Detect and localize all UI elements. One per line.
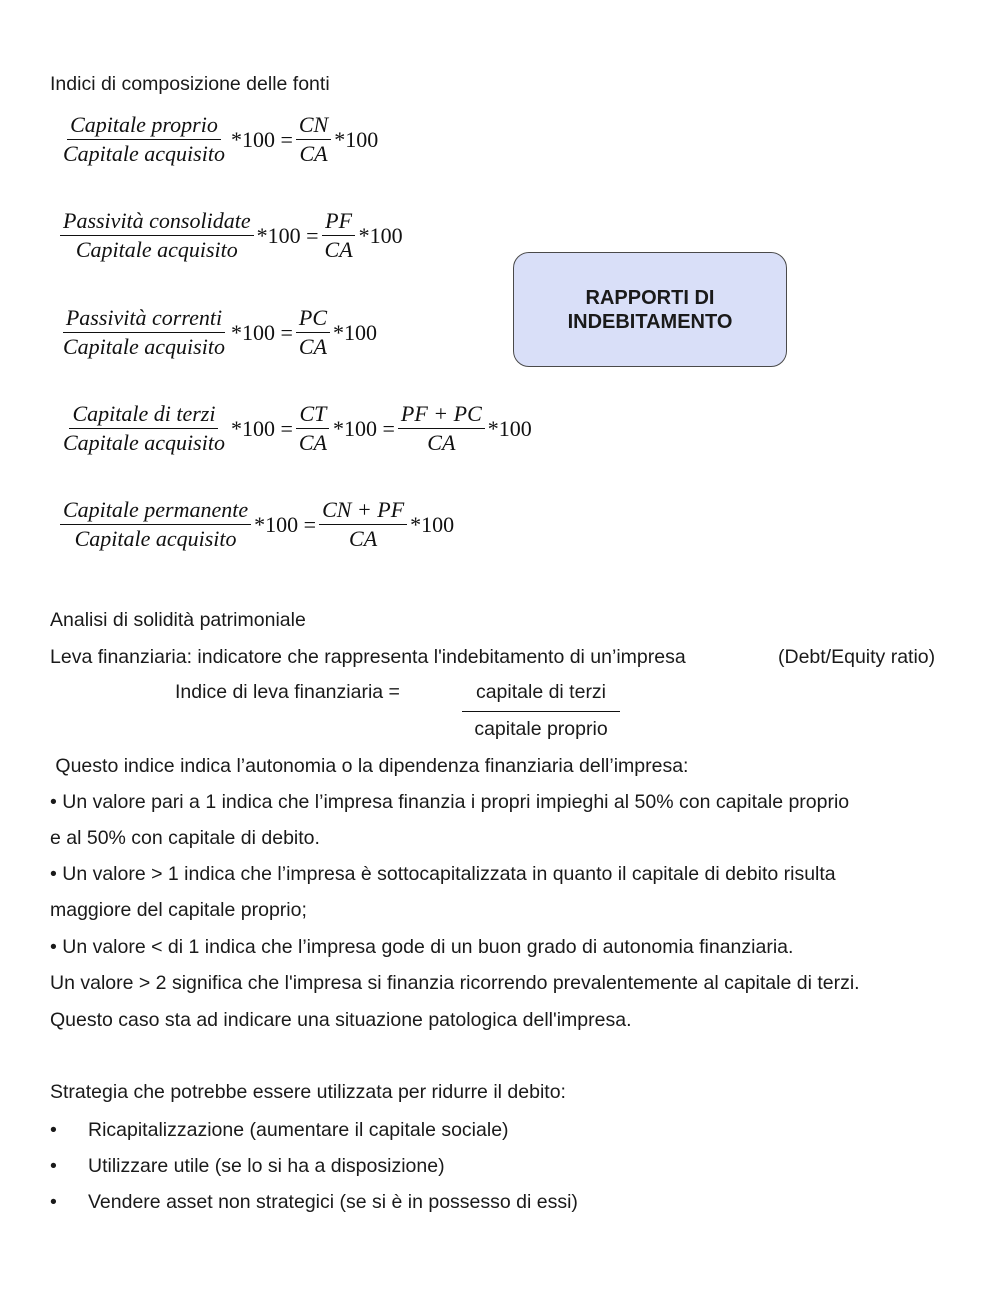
paragraph-line: maggiore del capitale proprio; xyxy=(50,899,307,921)
multiplier-operator: *100 = xyxy=(333,415,395,441)
leva-numerator: capitale di terzi xyxy=(462,680,620,712)
fraction-denominator: Capitale acquisito xyxy=(63,141,225,166)
fraction xyxy=(319,497,407,552)
indice-label: Indice di leva finanziaria = xyxy=(175,681,400,703)
fraction xyxy=(60,112,228,167)
fraction-numerator: Capitale permanente xyxy=(60,497,251,525)
fraction-numerator: Passività correnti xyxy=(63,305,225,333)
paragraph-line: Un valore > 2 significa che l'impresa si finanzia ricorrendo prevalentemente al capitale di terzi. xyxy=(50,972,860,994)
strategy-heading: Strategia che potrebbe essere utilizzata per ridurre il debito: xyxy=(50,1081,566,1103)
fraction-denominator: Capitale acquisito xyxy=(74,526,237,551)
multiplier-operator: *100 xyxy=(334,126,379,152)
fraction-denominator: Capitale acquisito xyxy=(75,237,238,262)
paragraph-line: Questo caso sta ad indicare una situazione patologica dell'impresa. xyxy=(50,1009,632,1031)
fraction xyxy=(398,401,485,456)
formula-passivita-correnti xyxy=(60,305,380,360)
bullet-marker: • xyxy=(50,1119,57,1141)
strategy-item: Utilizzare utile (se lo si ha a disposizione) xyxy=(88,1155,445,1177)
formula-passivita-consolidate xyxy=(60,208,406,263)
fraction xyxy=(296,112,331,167)
paragraph-line: • Un valore > 1 indica che l’impresa è sottocapitalizzata in quanto il capitale di debito risulta xyxy=(50,863,836,885)
paragraph-line: • Un valore < di 1 indica che l’impresa gode di un buon grado di autonomia finanziaria. xyxy=(50,936,794,958)
fraction-denominator: CA xyxy=(324,237,353,262)
multiplier-operator: *100 = xyxy=(230,319,293,345)
fraction xyxy=(296,305,330,360)
fraction-numerator: CN xyxy=(296,112,331,140)
bullet-marker: • xyxy=(50,1191,57,1213)
fraction-denominator: CA xyxy=(299,141,328,166)
leva-denominator: capitale proprio xyxy=(474,718,608,740)
section-heading-fonti: Indici di composizione delle fonti xyxy=(50,73,330,95)
fraction-numerator: PC xyxy=(296,305,330,333)
fraction-denominator: CA xyxy=(298,430,327,455)
leva-definition: Leva finanziaria: indicatore che rappresenta l'indebitamento di un’impresa xyxy=(50,646,686,668)
fraction xyxy=(60,401,228,456)
fraction xyxy=(296,401,330,456)
fraction-denominator: CA xyxy=(349,526,378,551)
fraction-numerator: Passività consolidate xyxy=(60,208,254,236)
multiplier-operator: *100 = xyxy=(254,511,317,537)
fraction-denominator: CA xyxy=(427,430,456,455)
analisi-heading: Analisi di solidità patrimoniale xyxy=(50,609,306,631)
multiplier-operator: *100 = xyxy=(256,222,319,248)
formula-capitale-permanente xyxy=(60,497,457,552)
fraction-numerator: PF xyxy=(322,208,355,236)
fraction-numerator: Capitale proprio xyxy=(67,112,221,140)
fraction xyxy=(322,208,356,263)
multiplier-operator: *100 xyxy=(410,511,455,537)
fraction xyxy=(60,208,254,263)
multiplier-operator: *100 = xyxy=(230,126,293,152)
fraction-numerator: CT xyxy=(296,401,329,429)
fraction-denominator: Capitale acquisito xyxy=(63,430,225,455)
fraction-numerator: PF + PC xyxy=(398,401,485,429)
strategy-item: Vendere asset non strategici (se si è in possesso di essi) xyxy=(88,1191,578,1213)
box-label: RAPPORTI DI INDEBITAMENTO xyxy=(567,286,733,333)
leva-english-label: (Debt/Equity ratio) xyxy=(778,646,936,668)
paragraph-line: • Un valore pari a 1 indica che l’impresa finanzia i propri impieghi al 50% con capitale proprio xyxy=(50,791,850,813)
strategy-item: Ricapitalizzazione (aumentare il capitale sociale) xyxy=(88,1119,509,1141)
multiplier-operator: *100 = xyxy=(230,415,293,441)
paragraph-line: Questo indice indica l’autonomia o la dipendenza finanziaria dell’impresa: xyxy=(50,755,689,777)
fraction xyxy=(60,305,228,360)
multiplier-operator: *100 xyxy=(333,319,377,345)
multiplier-operator: *100 xyxy=(358,222,403,248)
fraction xyxy=(60,497,251,552)
leva-fraction xyxy=(462,680,620,741)
fraction-numerator: Capitale di terzi xyxy=(69,401,218,429)
fraction-denominator: Capitale acquisito xyxy=(63,334,225,359)
formula-capitale-di-terzi xyxy=(60,401,535,456)
fraction-denominator: CA xyxy=(298,334,327,359)
paragraph-line: e al 50% con capitale di debito. xyxy=(50,827,320,849)
rapporti-indebitamento-box xyxy=(513,252,787,367)
multiplier-operator: *100 xyxy=(487,415,532,441)
bullet-marker: • xyxy=(50,1155,57,1177)
formula-capitale-proprio xyxy=(60,112,381,167)
fraction-numerator: CN + PF xyxy=(319,497,407,525)
